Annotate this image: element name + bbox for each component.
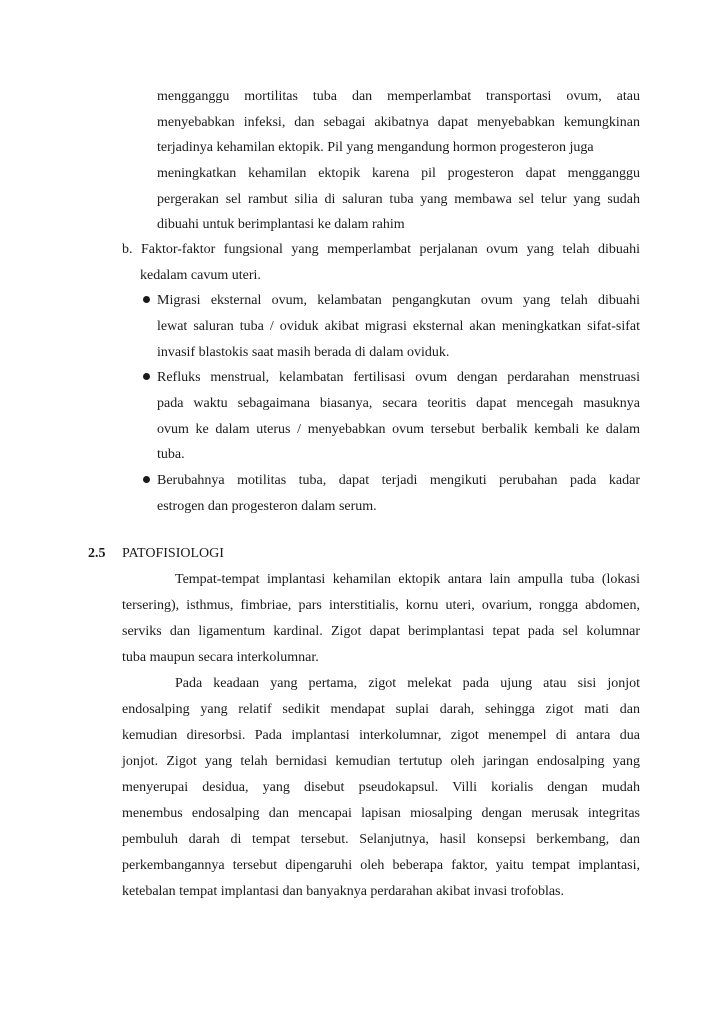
text-line: ovum ke dalam uterus / menyebabkan ovum tersebut berbalik kembali ke dalam	[157, 422, 640, 437]
text-line: lewat saluran tuba / oviduk akibat migrasi eksternal akan meningkatkan sifat-sifat	[157, 319, 640, 334]
text-line: terjadinya kehamilan ektopik. Pil yang mengandung hormon progesteron juga	[157, 140, 594, 155]
text-line: perkembangannya tersebut dipengaruhi oleh beberapa faktor, yaitu tempat implantasi,	[122, 858, 640, 873]
text-line: Refluks menstrual, kelambatan fertilisasi ovum dengan perdarahan menstruasi	[157, 370, 640, 385]
text-line: tersering), isthmus, fimbriae, pars interstitialis, kornu uteri, ovarium, rongga abdomen,	[122, 598, 640, 613]
text-line: menembus endosalping dan mencapai lapisan miosalping dengan merusak integritas	[122, 806, 640, 821]
text-line: tuba maupun secara interkolumnar.	[122, 650, 319, 665]
text-line: Pada keadaan yang pertama, zigot melekat pada ujung atau sisi jonjot	[175, 676, 640, 691]
text-line: jonjot. Zigot yang telah bernidasi kemudian tertutup oleh jaringan endosalping yang	[122, 754, 640, 769]
text-line: meningkatkan kehamilan ektopik karena pil progesteron dapat mengganggu	[157, 166, 640, 181]
text-line: mengganggu mortilitas tuba dan memperlambat transportasi ovum, atau	[157, 89, 640, 104]
text-line: kemudian diresorbsi. Pada implantasi interkolumnar, zigot menempel di antara dua	[122, 728, 640, 743]
text-line: Berubahnya motilitas tuba, dapat terjadi mengikuti perubahan pada kadar	[157, 473, 640, 488]
text-line: kedalam cavum uteri.	[140, 268, 261, 283]
text-line: endosalping yang relatif sedikit mendapat suplai darah, sehingga zigot mati dan	[122, 702, 640, 717]
text-line: b. Faktor-faktor fungsional yang memperlambat perjalanan ovum yang telah dibuahi	[122, 242, 640, 257]
bullet-icon	[143, 296, 150, 303]
section-title: PATOFISIOLOGI	[122, 546, 224, 561]
text-line: dibuahi untuk berimplantasi ke dalam rahim	[157, 217, 405, 232]
text-line: ketebalan tempat implantasi dan banyaknya perdarahan akibat invasi trofoblas.	[122, 884, 565, 899]
text-line: serviks dan ligamentum kardinal. Zigot dapat berimplantasi tepat pada sel kolumnar	[122, 624, 640, 639]
text-line: estrogen dan progesteron dalam serum.	[157, 499, 377, 514]
bullet-icon	[143, 373, 150, 380]
text-line: Migrasi eksternal ovum, kelambatan pengangkutan ovum yang telah dibuahi	[157, 293, 640, 308]
bullet-icon	[143, 476, 150, 483]
text-line: menyebabkan infeksi, dan sebagai akibatnya dapat menyebabkan kemungkinan	[157, 115, 640, 130]
text-line: tuba.	[157, 447, 185, 462]
text-line: pergerakan sel rambut silia di saluran tuba yang membawa sel telur yang sudah	[157, 192, 640, 207]
text-line: pada waktu sebagaimana biasanya, secara teoritis dapat mencegah masuknya	[157, 396, 640, 411]
text-line: pembuluh darah di tempat tersebut. Selanjutnya, hasil konsepsi berkembang, dan	[122, 832, 640, 847]
section-number: 2.5	[88, 546, 106, 561]
text-line: Tempat-tempat implantasi kehamilan ektopik antara lain ampulla tuba (lokasi	[175, 572, 640, 587]
text-line: invasif blastokis saat masih berada di dalam oviduk.	[157, 345, 450, 360]
text-line: menyerupai desidua, yang disebut pseudokapsul. Villi korialis dengan mudah	[122, 780, 640, 795]
